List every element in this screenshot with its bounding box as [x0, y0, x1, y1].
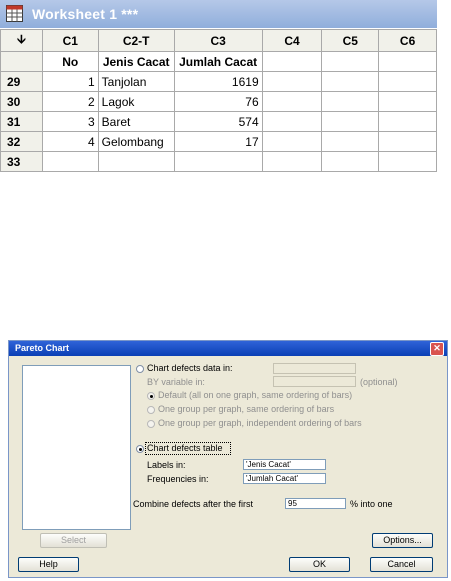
- cell[interactable]: [322, 112, 379, 132]
- cell[interactable]: 574: [174, 112, 262, 132]
- by-variable-label: BY variable in:: [147, 377, 205, 387]
- column-header-c1[interactable]: C1: [42, 30, 98, 52]
- one-group-indep-label: One group per graph, independent ordering of bars: [158, 418, 362, 428]
- cell[interactable]: [322, 92, 379, 112]
- frequencies-in-label: Frequencies in:: [147, 474, 209, 484]
- column-name-c3[interactable]: Jumlah Cacat: [174, 52, 262, 72]
- cell[interactable]: [98, 152, 174, 172]
- column-header-c2[interactable]: C2-T: [98, 30, 174, 52]
- variable-list[interactable]: [22, 365, 131, 530]
- cell[interactable]: [262, 112, 322, 132]
- worksheet-window: [0, 0, 437, 176]
- column-name-c6[interactable]: [379, 52, 437, 72]
- combine-suffix-label: % into one: [350, 499, 393, 509]
- labels-in-label: Labels in:: [147, 460, 186, 470]
- options-button[interactable]: Options...: [372, 533, 433, 548]
- column-name-c5[interactable]: [322, 52, 379, 72]
- column-name-c4[interactable]: [262, 52, 322, 72]
- close-icon[interactable]: ✕: [430, 342, 444, 356]
- cell[interactable]: Baret: [98, 112, 174, 132]
- column-header-c6[interactable]: C6: [379, 30, 437, 52]
- cell[interactable]: [262, 92, 322, 112]
- name-row-header: [1, 52, 43, 72]
- cell[interactable]: 3: [42, 112, 98, 132]
- column-name-c2[interactable]: Jenis Cacat: [98, 52, 174, 72]
- chart-defects-table-radio[interactable]: [136, 445, 144, 453]
- by-variable-field[interactable]: [273, 376, 356, 387]
- combine-defects-label: Combine defects after the first: [133, 499, 254, 509]
- combine-percent-field[interactable]: 95: [285, 498, 346, 509]
- cell[interactable]: [262, 72, 322, 92]
- column-header-row: [1, 30, 437, 52]
- pareto-chart-dialog: [8, 340, 448, 578]
- chart-defects-table-label: Chart defects table: [147, 443, 223, 453]
- dialog-title: Pareto Chart: [15, 343, 70, 353]
- cell[interactable]: 4: [42, 132, 98, 152]
- row-number[interactable]: 33: [1, 152, 43, 172]
- row-number[interactable]: 32: [1, 132, 43, 152]
- column-name-c1[interactable]: No: [42, 52, 98, 72]
- row-number[interactable]: 31: [1, 112, 43, 132]
- cell[interactable]: 1: [42, 72, 98, 92]
- cell[interactable]: 1619: [174, 72, 262, 92]
- dialog-title-bar[interactable]: [9, 341, 447, 356]
- row-number[interactable]: 29: [1, 72, 43, 92]
- labels-in-field[interactable]: 'Jenis Cacat': [243, 459, 326, 470]
- ok-button[interactable]: OK: [289, 557, 350, 572]
- cell[interactable]: [379, 112, 437, 132]
- cell[interactable]: Lagok: [98, 92, 174, 112]
- cell[interactable]: [322, 132, 379, 152]
- table-row: [1, 152, 437, 172]
- row-number[interactable]: 30: [1, 92, 43, 112]
- column-header-c5[interactable]: C5: [322, 30, 379, 52]
- cancel-button[interactable]: Cancel: [370, 557, 433, 572]
- worksheet-icon: [6, 5, 23, 22]
- worksheet-grid[interactable]: [0, 29, 437, 172]
- worksheet-title: Worksheet 1 ***: [32, 6, 139, 22]
- cell[interactable]: [42, 152, 98, 172]
- one-group-indep-radio[interactable]: [147, 420, 155, 428]
- chart-defects-data-radio[interactable]: [136, 365, 144, 373]
- table-row: [1, 112, 437, 132]
- table-row: [1, 132, 437, 152]
- worksheet-title-bar[interactable]: [0, 0, 437, 28]
- cell[interactable]: [322, 72, 379, 92]
- cell[interactable]: [174, 152, 262, 172]
- one-group-same-radio[interactable]: [147, 406, 155, 414]
- cell[interactable]: [379, 132, 437, 152]
- column-header-c4[interactable]: C4: [262, 30, 322, 52]
- optional-label: (optional): [360, 377, 398, 387]
- frequencies-in-field[interactable]: 'Jumlah Cacat': [243, 473, 326, 484]
- cell[interactable]: [322, 152, 379, 172]
- table-row: [1, 92, 437, 112]
- cell[interactable]: [262, 132, 322, 152]
- one-group-same-label: One group per graph, same ordering of bars: [158, 404, 335, 414]
- cell[interactable]: [379, 92, 437, 112]
- chart-defects-data-field[interactable]: [273, 363, 356, 374]
- cell[interactable]: Gelombang: [98, 132, 174, 152]
- column-header-c3[interactable]: C3: [174, 30, 262, 52]
- default-option-label: Default (all on one graph, same ordering of bars): [158, 390, 353, 400]
- cell[interactable]: 2: [42, 92, 98, 112]
- cell[interactable]: 76: [174, 92, 262, 112]
- cell[interactable]: [379, 72, 437, 92]
- down-arrow-icon[interactable]: 🡫: [1, 30, 43, 52]
- default-radio[interactable]: [147, 392, 155, 400]
- cell[interactable]: [379, 152, 437, 172]
- chart-defects-data-label: Chart defects data in:: [147, 363, 233, 373]
- select-button[interactable]: Select: [40, 533, 107, 548]
- cell[interactable]: 17: [174, 132, 262, 152]
- cell[interactable]: [262, 152, 322, 172]
- cell[interactable]: Tanjolan: [98, 72, 174, 92]
- help-button[interactable]: Help: [18, 557, 79, 572]
- table-row: [1, 72, 437, 92]
- column-name-row: [1, 52, 437, 72]
